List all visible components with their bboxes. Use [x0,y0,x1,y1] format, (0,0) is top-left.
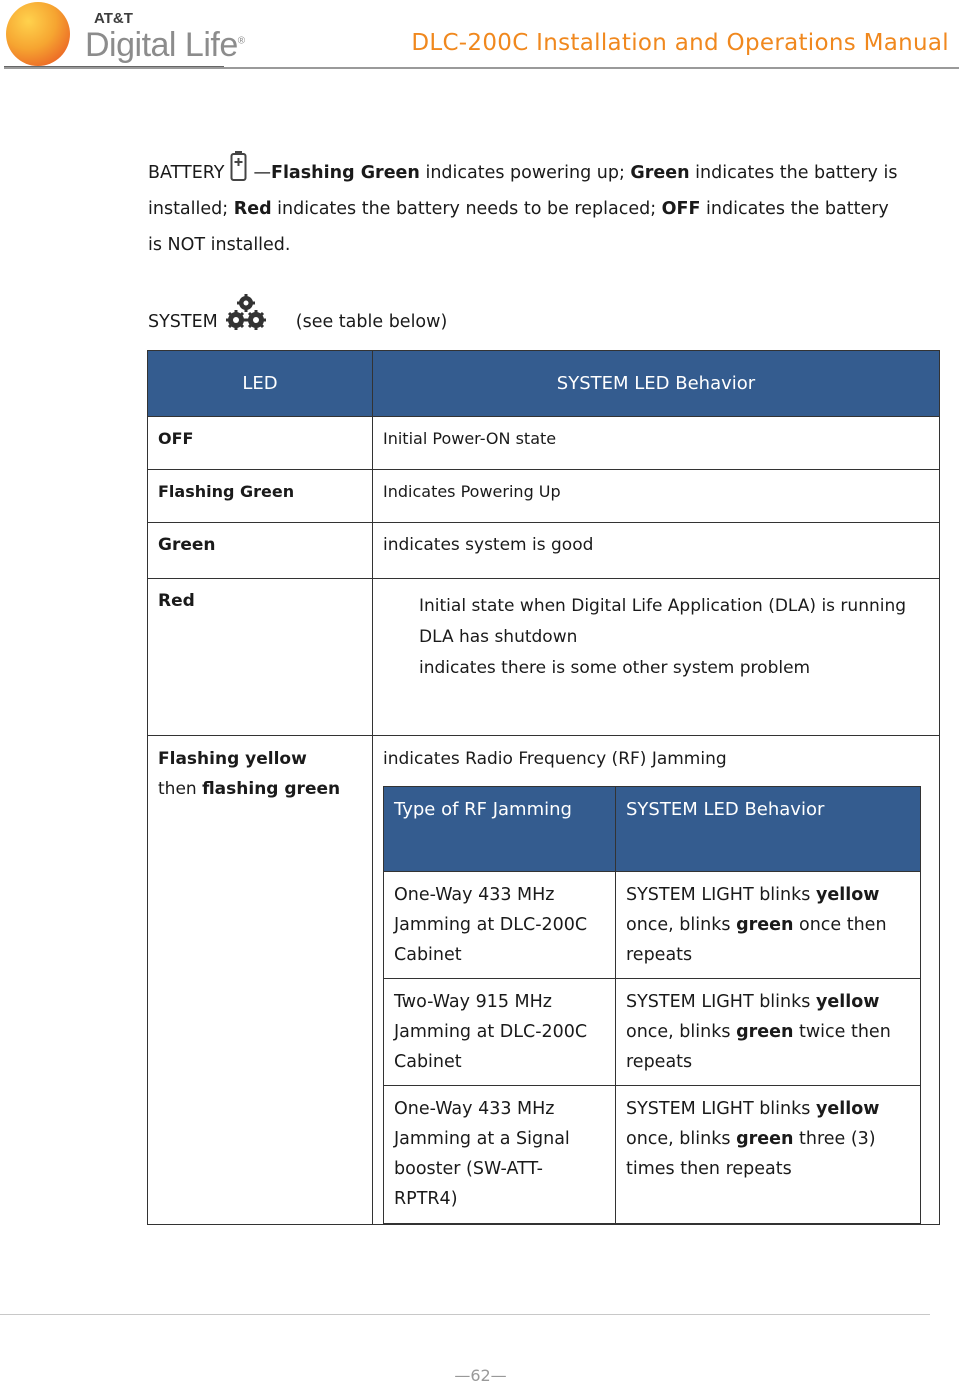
logo-registered-mark: ® [237,35,245,47]
battery-dash: — [253,163,271,183]
list-item: Initial state when Digital Life Application (DLA) is running [419,596,907,616]
battery-green: Green [630,163,690,183]
see-table-note: (see table below) [295,312,448,332]
behavior-cell: Indicates Powering Up [373,470,940,523]
table-row [148,417,940,470]
led-cell [148,523,373,579]
system-label: SYSTEM [148,312,218,332]
jamming-behavior-cell [616,1086,921,1224]
red-behavior-list [419,591,929,684]
led-off: OFF [158,429,194,448]
jamming-behavior-cell [616,872,921,979]
battery-off: OFF [661,199,701,219]
behavior-yellow: yellow [815,992,880,1012]
system-description [148,293,447,340]
rf-jamming-text: indicates Radio Frequency (RF) Jamming [383,749,727,769]
table-row [148,523,940,579]
led-red: Red [158,591,195,611]
att-globe-logo-icon [6,2,70,66]
behavior-yellow: yellow [815,885,880,905]
behavior-text: once, blinks [626,1129,737,1149]
inner-header-row [384,787,921,872]
behavior-cell [373,579,940,736]
led-flashing-green-2: flashing green [202,779,341,799]
behavior-text: three (3) times then repeats [626,1129,876,1179]
logo-brand-name [85,26,245,65]
page-number: —62— [454,1366,507,1385]
behavior-text: once, blinks [626,1022,737,1042]
behavior-yellow: yellow [815,1099,880,1119]
inner-header-type: Type of RF Jamming [384,787,616,872]
battery-icon [230,150,247,182]
behavior-green: green [736,1129,794,1149]
led-cell [148,736,373,1225]
jamming-behavior-cell [616,979,921,1086]
led-flashing-yellow: Flashing yellow [158,749,307,769]
behavior-text: once then repeats [626,915,887,965]
behavior-cell: Initial Power-ON state [373,417,940,470]
battery-text-2: indicates the battery is installed; [148,163,898,219]
inner-table-row [384,872,921,979]
battery-text-3: indicates the battery needs to be replaced; [271,199,662,219]
behavior-green: green [736,915,794,935]
footer-rule [0,1314,930,1315]
behavior-text: SYSTEM LIGHT blinks [626,992,816,1012]
battery-label: BATTERY [148,163,225,183]
battery-red: Red [233,199,272,219]
inner-header-behavior: SYSTEM LED Behavior [616,787,921,872]
table-header-row [148,351,940,417]
behavior-text: once, blinks [626,915,737,935]
inner-table-row [384,979,921,1086]
table-row-rf-jamming [148,736,940,1225]
led-cell [148,417,373,470]
behavior-text: SYSTEM LIGHT blinks [626,1099,816,1119]
rf-jamming-table [383,786,921,1224]
battery-text-1: indicates powering up; [419,163,631,183]
battery-flashing-green: Flashing Green [270,163,420,183]
led-flashing-green: Flashing Green [158,482,295,501]
behavior-text: SYSTEM LIGHT blinks [626,885,816,905]
battery-text-4: indicates the battery is NOT installed. [148,199,889,255]
jamming-type-cell: One-Way 433 MHz Jamming at DLC-200C Cabinet [384,872,616,979]
list-item: indicates there is some other system problem [419,658,811,678]
table-row [148,579,940,736]
behavior-cell: indicates system is good [373,523,940,579]
led-cell [148,579,373,736]
logo-brand-name-text: Digital Life [85,26,238,64]
logo-brand-top: AT&T [94,10,133,27]
table-row [148,470,940,523]
gears-icon [224,293,268,333]
behavior-cell [373,736,940,1225]
list-item: DLA has shutdown [419,627,578,647]
system-led-table [147,350,940,1225]
behavior-green: green [736,1022,794,1042]
header-behavior: SYSTEM LED Behavior [373,351,940,417]
page-header [0,0,961,72]
battery-description [148,150,908,263]
header-led: LED [148,351,373,417]
jamming-type-cell: One-Way 433 MHz Jamming at a Signal booster (SW-ATT-RPTR4) [384,1086,616,1224]
document-title: DLC-200C Installation and Operations Manual [411,30,949,56]
inner-table-row [384,1086,921,1224]
led-cell [148,470,373,523]
behavior-text: twice then repeats [626,1022,891,1072]
jamming-type-cell: Two-Way 915 MHz Jamming at DLC-200C Cabinet [384,979,616,1086]
led-then: then [158,779,203,799]
header-rule [4,67,959,69]
led-green: Green [158,535,216,555]
